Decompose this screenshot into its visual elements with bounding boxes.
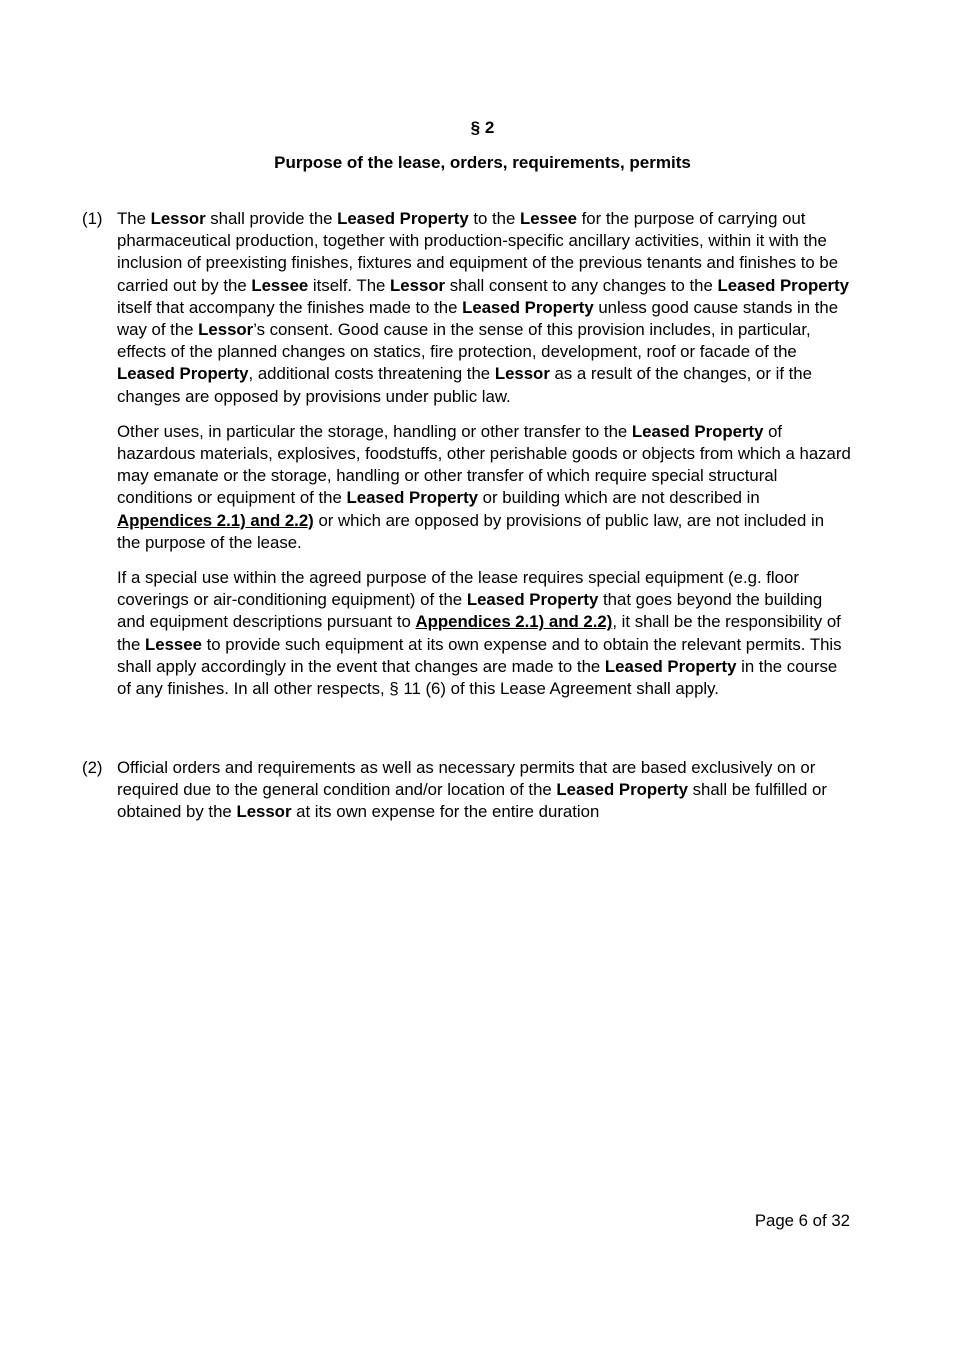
clause-1-paragraph-2: Other uses, in particular the storage, handling or other transfer to the Leased Property of hazardous materials, explosives, foodstuffs, other perishable goods or objects from which a hazard may emanate or the storage, handling or other transfer of which require special structural conditions or equipment of the Leased Property or building which are not described in Appendices 2.1) and 2.2) or which are opposed by provisions of public law, are not included in the purpose of the lease. bbox=[117, 421, 851, 552]
section-title: Purpose of the lease, orders, requirements, permits bbox=[274, 153, 691, 172]
term-leased-property: Leased Property bbox=[337, 209, 469, 228]
term-leased-property: Leased Property bbox=[466, 590, 599, 610]
clause-1-paragraph-1: The Lessor shall provide the Leased Property to the Lessee for the purpose of carrying out pharmaceutical production, together with production-specific ancillary activities, within it with the inclusion of preexisting finishes, fixtures and equipment of the previous tenants and finishes to be carried out by the Lessee itself. The Lessor shall consent to any changes to the Leased Property itself that accompany the finishes made to the Leased Property unless good cause stands in the way of the Lessor’s consent. Good cause in the sense of this provision includes, in particular, effects of the planned changes on statics, fire protection, development, roof or facade of the Leased Property, additional costs threatening the Lessor as a result of the changes, or if the changes are opposed by provisions under public law. bbox=[117, 209, 849, 406]
term-lessee: Lessee bbox=[145, 634, 202, 654]
term-lessor: Lessor bbox=[198, 320, 254, 340]
term-leased-property: Leased Property bbox=[556, 780, 688, 800]
term-lessee: Lessee bbox=[251, 275, 309, 295]
term-lessor: Lessor bbox=[494, 364, 550, 384]
term-leased-property: Leased Property bbox=[346, 488, 479, 508]
term-leased-property: Leased Property bbox=[604, 656, 737, 676]
term-leased-property: Leased Property bbox=[117, 364, 249, 384]
term-lessor: Lessor bbox=[390, 275, 446, 295]
clause-number: (2) bbox=[82, 758, 103, 777]
clause-2-paragraph: Official orders and requirements as well as necessary permits that are based exclusively on or required due to the general condition and/or location of the Leased Property shall be fulfilled or obtained by the Lessor at its own expense for the entire duration bbox=[117, 758, 827, 822]
term-lessor: Lessor bbox=[150, 209, 206, 228]
appendices-reference: Appendices 2.1) and 2.2) bbox=[117, 510, 314, 530]
term-leased-property: Leased Property bbox=[462, 297, 594, 317]
term-leased-property: Leased Property bbox=[631, 421, 764, 441]
section-number: § 2 bbox=[470, 118, 495, 137]
term-lessor: Lessor bbox=[236, 802, 292, 822]
clause-number: (1) bbox=[82, 209, 103, 228]
clause-1 bbox=[82, 208, 852, 713]
clause-1-paragraph-3: If a special use within the agreed purpose of the lease requires special equipment (e.g. floor coverings or air-conditioning equipment) of the Leased Property that goes beyond the building and equipment descriptions pursuant to Appendices 2.1) and 2.2), it shall be the responsibility of the Lessee to provide such equipment at its own expense and to obtain the relevant permits. This shall apply accordingly in the event that changes are made to the Leased Property in the course of any finishes. In all other respects, § 11 (6) of this Lease Agreement shall apply. bbox=[117, 568, 842, 699]
clause-2 bbox=[82, 757, 852, 837]
page-number: Page 6 of 32 bbox=[754, 1211, 850, 1230]
term-lessee: Lessee bbox=[519, 209, 577, 228]
appendices-reference: Appendices 2.1) and 2.2) bbox=[415, 612, 613, 632]
clause-body bbox=[117, 757, 852, 824]
clause-body bbox=[117, 208, 852, 700]
term-leased-property: Leased Property bbox=[717, 275, 849, 295]
